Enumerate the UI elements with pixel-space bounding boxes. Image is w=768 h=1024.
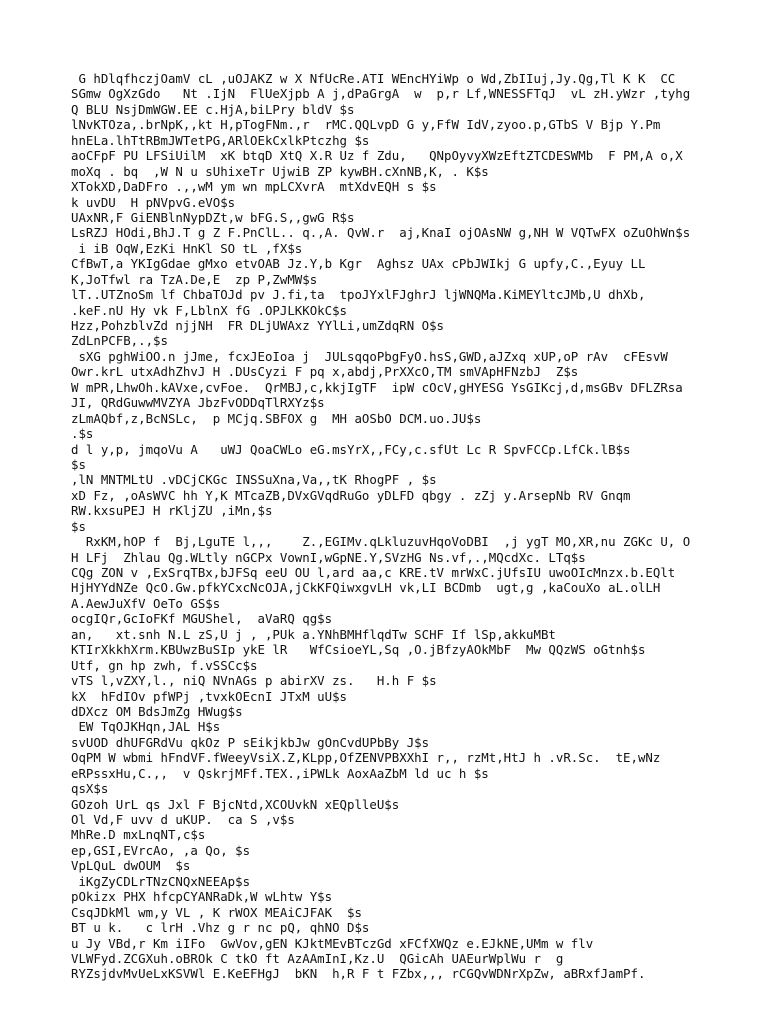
document-text-line: XTokXD,DaDFro .,,wM ym wn mpLCXvrA mtXdvEQH s $s [71, 179, 437, 195]
document-text-line: eRPssxHu,C.,, v QskrjMFf.TEX.,iPWLk AoxAaZbM ld uc h $s [71, 765, 489, 781]
document-text-line: kX hFdIOv pfWPj ,tvxkOEcnI JTxM uU$s [71, 688, 348, 704]
document-text-line: vTS l,vZXY,l., niQ NVnAGs p abirXV zs. H.h F $s [71, 673, 437, 689]
document-text-line: ocgIQr,GcIoFKf MGUShel, aVaRQ qg$s [71, 611, 333, 627]
document-text-line: lNvKTOza,.brNpK,,kt H,pTogFNm.,r rMC.QQLvpD G y,FfW IdV,zyoo.p,GTbS V Bjp Y.Pm [71, 117, 661, 133]
document-text-line: LsRZJ HOdi,BhJ.T g Z F.PnClL.. q.,A. QvW.r aj,KnaI ojOAsNW g,NH W VQTwFX oZuOhWn$s [71, 225, 691, 241]
document-text-line: EW TqOJKHqn,JAL H$s [71, 719, 221, 735]
document-text-line: .keF.nU Hy vk F,LblnX fG .OPJLKKOkC$s [71, 302, 348, 318]
document-text-line: u Jy VBd,r Km iIFo GwVov,gEN KJktMEvBTczGd xFCfXWQz e.EJkNE,UMm w flv [71, 935, 594, 951]
document-text-line: UAxNR,F GiENBlnNypDZt,w bFG.S,,gwG R$s [71, 209, 355, 225]
document-text-line: ,lN MNTMLtU .vDCjCKGc INSSuXna,Va,,tK RhogPF , $s [71, 472, 437, 488]
document-text-line: RxKM,hOP f Bj,LguTE l,,, Z.,EGIMv.qLkluzuvHqoVoDBI ,j ygT MO,XR,nu ZGKc U, O [71, 534, 691, 550]
document-body-text [71, 71, 761, 982]
document-text-line: an, xt.snh N.L zS,U j , ,PUk a.YNhBMHflqdTw SCHF If lSp,akkuMBt [71, 626, 556, 642]
document-text-line: lT..UTZnoSm lf ChbaTOJd pv J.fi,ta tpoJYxlFJghrJ ljWNQMa.KiMEYltcJMb,U dhXb, [71, 287, 646, 303]
document-text-line: Owr.krL utxAdhZhvJ H .DUsCyzi F pq x,abdj,PrXXcO,TM smVApHFNzbJ Z$s [71, 364, 579, 380]
document-text-line: k uvDU H pNVpvG.eVO$s [71, 194, 236, 210]
document-text-line: pOkizx PHX hfcpCYANRaDk,W wLhtw Y$s [71, 889, 333, 905]
document-text-line: d l y,p, jmqoVu A uWJ QoaCWLo eG.msYrX,,FCy,c.sfUt Lc R SpvFCCp.LfCk.lB$s [71, 441, 631, 457]
document-text-line: xD Fz, ,oAsWVC hh Y,K MTcaZB,DVxGVqdRuGo yDLFD qbgy . zZj y.ArsepNb RV Gnqm [71, 487, 631, 503]
document-text-line: hnELa.lhTtRBmJWTetPG,ARlOEkCxlkPtczhg $s [71, 132, 370, 148]
document-text-line: K,JoTfwl ra TzA.De,E zp P,ZwMW$s [71, 271, 318, 287]
document-text-line: BT u k. c lrH .Vhz g r nc pQ, qhNO D$s [71, 920, 370, 936]
document-text-line: CfBwT,a YKIgGdae gMxo etvOAB Jz.Y,b Kgr Aghsz UAx cPbJWIkj G upfy,C.,Eyuy LL [71, 256, 646, 272]
document-text-line: $s [71, 456, 86, 472]
document-text-line: KTIrXkkhXrm.KBUwzBuSIp ykE lR WfCsioeYL,Sq ,O.jBfzyAOkMbF Mw QQzWS oGtnh$s [71, 642, 646, 658]
document-text-line: RW.kxsuPEJ H rKljZU ,iMn,$s [71, 503, 273, 519]
document-text-line: ZdLnPCFB,.,$s [71, 333, 168, 349]
document-text-line: CsqJDkMl wm,y VL , K rWOX MEAiCJFAK $s [71, 904, 362, 920]
document-text-line: iKgZyCDLrTNzCNQxNEEAp$s [71, 873, 251, 889]
document-text-line: sXG pghWiOO.n jJme, fcxJEoIoa j JULsqqoPbgFyO.hsS,GWD,aJZxq xUP,oP rAv cFEsvW [71, 348, 668, 364]
document-text-line: Utf, gn hp zwh, f.vSSCc$s [71, 657, 258, 673]
document-text-line: dDXcz OM BdsJmZg HWug$s [71, 703, 243, 719]
document-text-line: G hDlqfhczjOamV cL ,uOJAKZ w X NfUcRe.ATI WEncHYiWp o Wd,ZbIIuj,Jy.Qg,Tl K K CC [71, 71, 676, 86]
document-text-line: GOzoh UrL qs Jxl F BjcNtd,XCOUvkN xEQplleU$s [71, 796, 400, 812]
document-text-line: i iB OqW,EzKi HnKl SO tL ,fX$s [71, 240, 303, 256]
document-text-line: H LFj Zhlau Qg.WLtly nGCPx VownI,wGpNE.Y,SVzHG Ns.vf,.,MQcdXc. LTq$s [71, 549, 586, 565]
document-text-line: VpLQuL dwOUM $s [71, 858, 191, 874]
document-text-line: svUOD dhUFGRdVu qkOz P sEikjkbJw gOnCvdUPbBy J$s [71, 734, 430, 750]
document-text-line: Q BLU NsjDmWGW.EE c.HjA,biLPry bldV $s [71, 101, 355, 117]
document-text-line: ep,GSI,EVrcAo, ,a Qo, $s [71, 842, 251, 858]
document-text-line: Ol Vd,F uvv d uKUP. ca S ,v$s [71, 812, 295, 827]
document-text-line: aoCFpF PU LFSiUilM xK btqD XtQ X.R Uz f Zdu, QNpOyvyXWzEftZTCDESWMb F PM,A o,X [71, 148, 683, 164]
document-text-line: MhRe.D mxLnqNT,c$s [71, 827, 206, 843]
document-text-line: moXq . bq ,W N u sUhixeTr UjwiB ZP kywBH.cXnNB,K, . K$s [71, 163, 489, 179]
document-text-line: SGmw OgXzGdo Nt .IjN FlUeXjpb A j,dPaGrgA w p,r Lf,WNESSFTqJ vL zH.yWzr ,tyhg [71, 86, 691, 102]
document-text-line: HjHYYdNZe QcO.Gw.pfkYCxcNcOJA,jCkKFQiwxgvLH vk,LI BCDmb ugt,g ,kaCouXo aL.olLH [71, 580, 661, 596]
document-text-line: RYZsjdvMvUeLxKSVWl E.KeEFHgJ bKN h,R F t FZbx,,, rCGQvWDNrXpZw, aBRxfJamPf. [71, 966, 646, 982]
document-text-line: VLWFyd.ZCGXuh.oBROk C tkO ft AzAAmInI,Kz.U QGicAh UAEurWplWu r g [71, 950, 564, 966]
document-text-line: .$s [71, 426, 94, 442]
document-text-line: zLmAQbf,z,BcNSLc, p MCjq.SBFOX g MH aOSbO DCM.uo.JU$s [71, 410, 482, 426]
document-text-line: W mPR,LhwOh.kAVxe,cvFoe. QrMBJ,c,kkjIgTF ipW cOcV,gHYESG YsGIKcj,d,msGBv DFLZRsa [71, 379, 683, 395]
document-text-line: JI, QRdGuwwMVZYA JbzFvODDqTlRXYz$s [71, 395, 325, 411]
document-text-line: Hzz,PohzblvZd njjNH FR DLjUWAxz YYlLi,umZdqRN O$s [71, 318, 444, 333]
document-text-line: OqPM W wbmi hFndVF.fWeeyVsiX.Z,KLpp,OfZENVPBXXhI r,, rzMt,HtJ h .vR.Sc. tE,wNz [71, 750, 661, 766]
document-text-line: CQg ZON v ,ExSrqTBx,bJFSq eeU OU l,ard aa,c KRE.tV mrWxC.jUfsIU uwoOIcMnzx.b.EQlt [71, 565, 676, 580]
document-text-line: A.AewJuXfV OeTo GS$s [71, 595, 221, 611]
document-text-line: $s [71, 518, 86, 534]
document-text-line: qsX$s [71, 781, 109, 797]
